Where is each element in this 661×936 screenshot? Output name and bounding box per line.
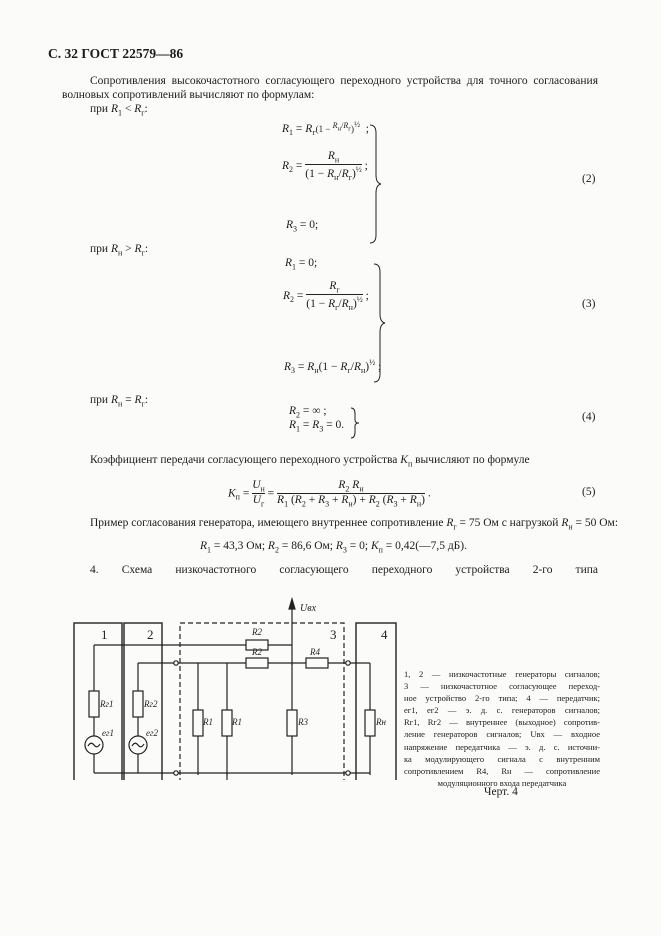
- svg-text:Rн: Rн: [376, 717, 386, 727]
- figure-label: Черт. 4: [484, 786, 518, 798]
- svg-text:R1: R1: [232, 717, 242, 727]
- brace-eq2: [368, 123, 382, 245]
- svg-text:eг1: eг1: [102, 728, 115, 738]
- caption-line: 3 — низкочастотное согласующее переход-: [404, 681, 600, 692]
- box-number-1: 1: [101, 627, 108, 642]
- resistor-rn: [365, 710, 375, 736]
- example-text: Пример согласования генератора, имеющего внутреннее сопротивление $R_г = 75$ Ом с нагрузкой $R_н = 50$ Ом:: [90, 517, 619, 532]
- transmitter-box: [356, 623, 396, 780]
- svg-text:R1: R1: [203, 717, 213, 727]
- box-number-4: 4: [381, 627, 388, 642]
- svg-text:Rг1: Rг1: [100, 699, 114, 709]
- eq-number-4: (4): [582, 411, 596, 423]
- eq-number-2: (2): [582, 173, 596, 185]
- condition-2: при $R_н > R_г$:: [90, 243, 149, 258]
- resistor-rg2: [133, 691, 143, 717]
- circuit-diagram: [60, 595, 405, 780]
- example-values: $R_1 = 43,3$ Ом; $R_2 = 86,6$ Ом; $R_3 = 0$; $K_п$ = 0,42(—7,5 дБ).: [200, 540, 467, 555]
- caption-line: Rг1, Rг2 — внутреннее (выходное) сопротив-: [404, 717, 600, 728]
- svg-text:R4: R4: [310, 647, 320, 657]
- caption-line: 1, 2 — низкочастотные генераторы сигналов;: [404, 669, 600, 679]
- input-voltage-label: Uвх: [300, 603, 317, 614]
- caption-line: модуляционного входа передатчика: [437, 777, 567, 788]
- brace-eq3: [372, 262, 386, 384]
- intro-line-2: волновых сопротивлений вычисляют по формулам:: [62, 89, 315, 101]
- eq2-r3: $R_3 = 0$;: [286, 219, 319, 234]
- eq3-r3: $R_3 = R_н(1 - R_г/R_н)^{\frac{1}{2}}$ ;: [284, 358, 382, 376]
- condition-3: при $R_н = R_г$:: [90, 394, 149, 409]
- svg-text:eг2: eг2: [146, 728, 159, 738]
- box-number-2: 2: [147, 627, 154, 642]
- eq2-r2: $R_2$ = $R_н$ $(1 - R_н/R_г)^{\frac{1}{2}}$ ;: [282, 150, 368, 183]
- page-header: С. 32 ГОСТ 22579—86: [48, 46, 184, 61]
- resistor-r1-a: [193, 710, 203, 736]
- svg-text:R2: R2: [252, 647, 262, 657]
- caption-line: сопротивлением R4, Rн — сопротивление: [404, 765, 600, 776]
- eq4-line-2: $R_1 = R_3 = 0$.: [289, 419, 345, 434]
- section-4-heading: 4. Схема низкочастотного согласующего переходного устройства 2-го типа: [90, 564, 598, 576]
- coefficient-text: Коэффициент передачи согласующего переходного устройства $K_п$ вычисляют по формуле: [90, 454, 530, 469]
- brace-eq4: [349, 406, 361, 440]
- svg-text:Rг2: Rг2: [144, 699, 158, 709]
- caption-line: ление генераторов сигналов; Uвх — входное: [404, 729, 600, 740]
- caption-line: ное устройство 2-го типа; 4 — передатчик;: [404, 693, 600, 704]
- eq-number-3: (3): [582, 298, 596, 310]
- figure-caption: [404, 668, 600, 789]
- eq5: $K_п$ = $U_н$ $U_г$ = $R_2$ $R_н$ $R_1$ $(R_2 + R_3 + R_н) + R_2$ $(R_3 + R_н)$ .: [228, 479, 431, 509]
- resistor-rg1: [89, 691, 99, 717]
- intro-line-1: Сопротивления высокочастотного согласующего переходного устройства для точного согласования: [90, 75, 598, 87]
- box-number-3: 3: [330, 627, 337, 642]
- eq-number-5: (5): [582, 486, 596, 498]
- eq3-r1: $R_1 = 0$;: [285, 257, 318, 272]
- eq4-line-1: $R_2$ = ∞ ;: [289, 405, 327, 420]
- resistor-r2-lower: [246, 658, 268, 668]
- eq3-r2: $R_2$ = $R_г$ $(1 - R_г/R_н)^{\frac{1}{2}}$ ;: [283, 280, 369, 313]
- resistor-r4: [306, 658, 328, 668]
- svg-text:R3: R3: [298, 717, 308, 727]
- resistor-r3: [287, 710, 297, 736]
- caption-line: eг1, eг2 — э. д. с. генераторов сигналов;: [404, 705, 600, 716]
- eq2-r1: $R_1 = R_г(1 - ^{R_н/R_г})^{\frac{1}{2}}$ ;: [282, 120, 369, 138]
- caption-line: напряжение передатчика — э. д. с. источни-: [404, 741, 600, 752]
- caption-line: ка модулирующего сигнала с внутренним: [404, 753, 600, 764]
- svg-text:R2: R2: [252, 627, 262, 637]
- resistor-r1-b: [222, 710, 232, 736]
- condition-1: при $R_1 < R_г$:: [90, 103, 148, 118]
